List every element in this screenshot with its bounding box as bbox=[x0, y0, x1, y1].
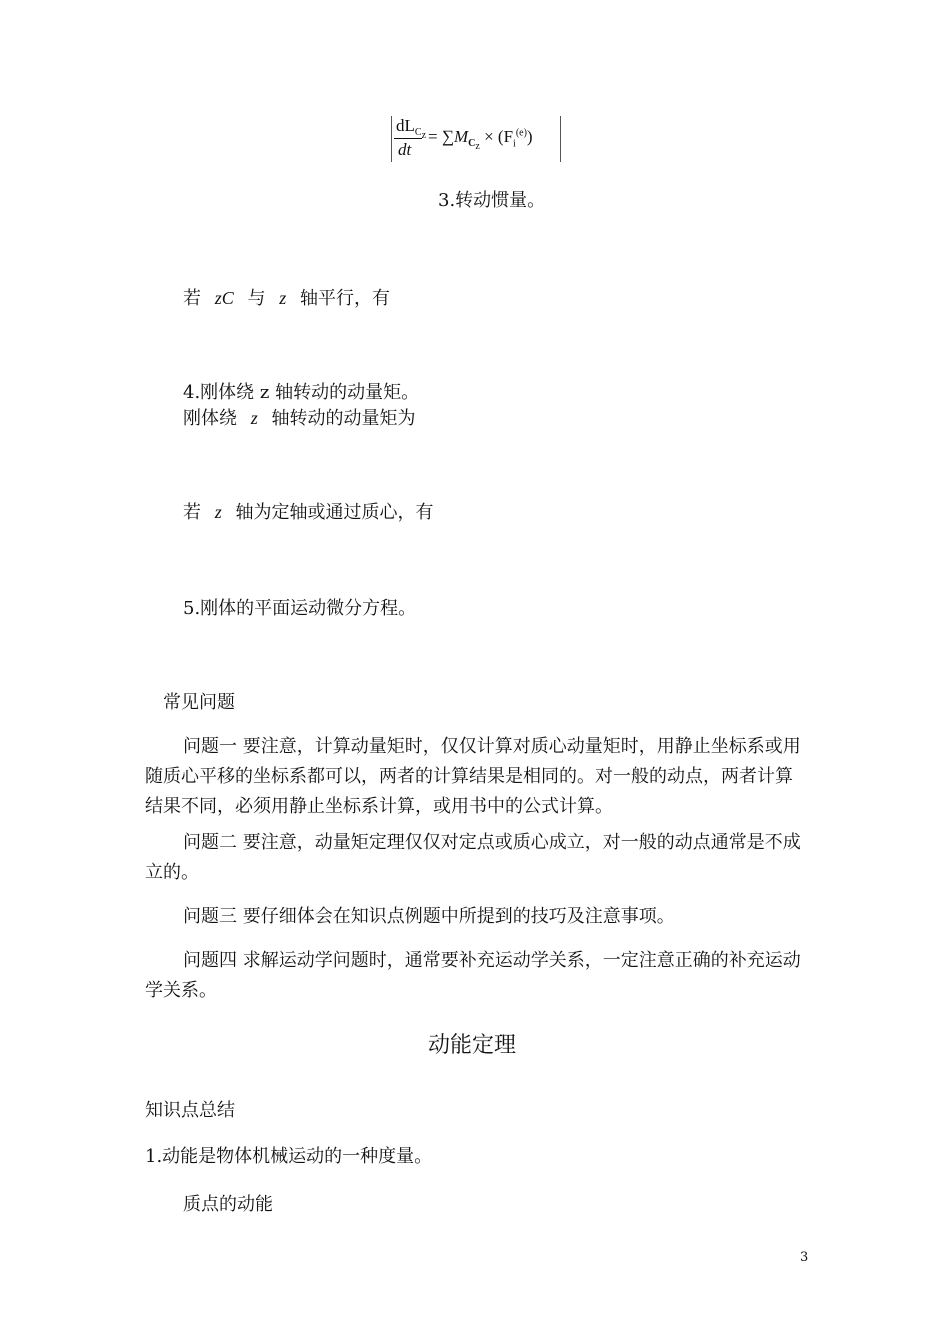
fixed-axis-text: 若 z 轴为定轴或通过质心，有 bbox=[183, 502, 434, 523]
section-summary: 知识点总结 bbox=[145, 1100, 235, 1121]
faq-question-3: 问题三 要仔细体会在知识点例题中所提到的技巧及注意事项。 bbox=[183, 906, 675, 927]
item-4-line2: 刚体绕 z 轴转动的动量矩为 bbox=[183, 408, 416, 429]
item-5-heading: 5.刚体的平面运动微分方程。 bbox=[183, 598, 417, 619]
item-4-heading: 4.刚体绕 z 轴转动的动量矩。 bbox=[183, 382, 420, 403]
formula-fraction-bar bbox=[394, 138, 422, 139]
page-number: 3 bbox=[800, 1250, 809, 1265]
faq-question-2: 问题二 要注意，动量矩定理仅仅对定点或质心成立，对一般的动点通常是不成立的。 bbox=[145, 832, 801, 883]
formula-denominator: dt bbox=[398, 140, 412, 159]
parallel-axis-text: 若 zC 与 z 轴平行，有 bbox=[183, 288, 390, 309]
section-title: 动能定理 bbox=[428, 1033, 517, 1058]
item-3-heading: 3.转动惯量。 bbox=[438, 190, 546, 211]
formula-rhs: = $\sum M_{C_z} \times (F_i^{(e)})$ bbox=[428, 127, 533, 153]
faq-question-1: 问题一 要注意，计算动量矩时，仅仅计算对质心动量矩时，用静止坐标系或用随质心平移的坐标系都可以，两者的计算结果是相同的。对一般的动点，两者计算结果不同，必须用静止坐标系计算，或用书中的公式计算。 bbox=[145, 736, 801, 817]
particle-kinetic-energy: 质点的动能 bbox=[183, 1194, 273, 1215]
faq-question-4: 问题四 求解运动学问题时，通常要补充运动学关系，一定注意正确的补充运动学关系。 bbox=[145, 950, 801, 1001]
faq-title: 常见问题 bbox=[163, 692, 235, 713]
point-1: 1.动能是物体机械运动的一种度量。 bbox=[145, 1146, 433, 1167]
formula-momentum-theorem bbox=[391, 116, 561, 162]
formula-numerator: $dL_{C_z}$ bbox=[396, 116, 427, 142]
